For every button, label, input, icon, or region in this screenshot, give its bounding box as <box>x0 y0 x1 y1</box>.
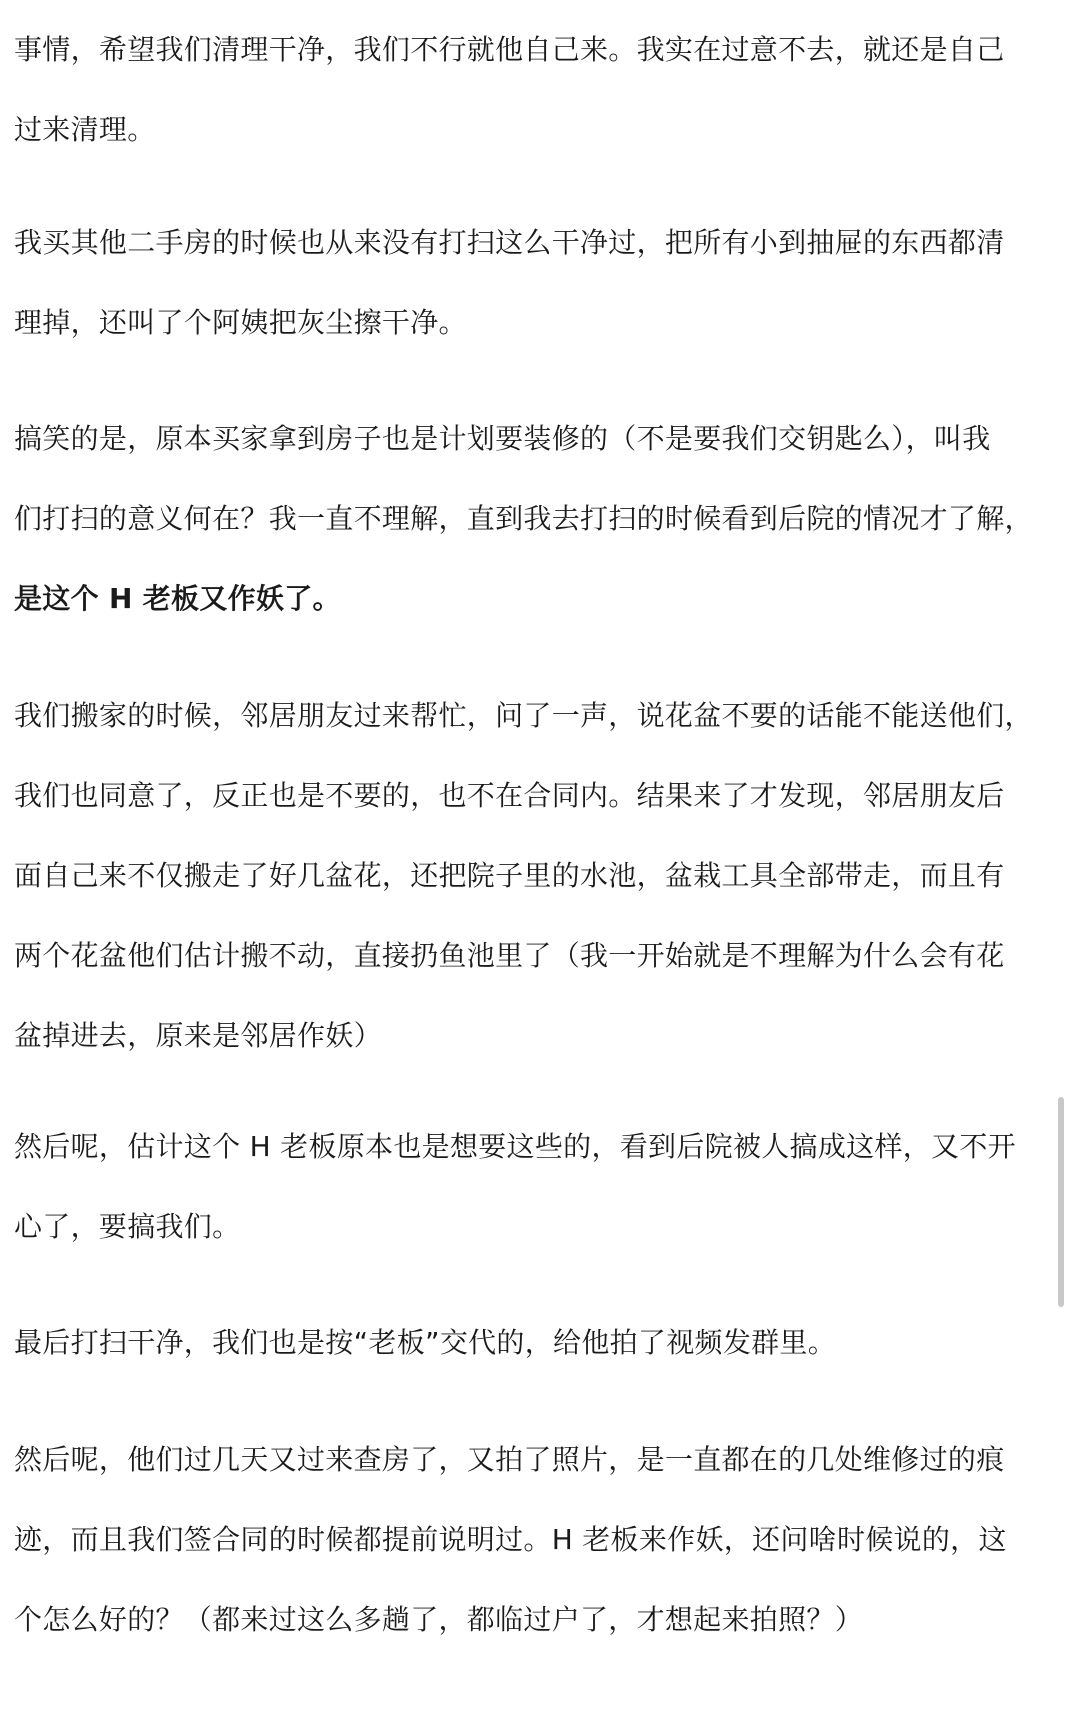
text-line: 我们搬家的时候，邻居朋友过来帮忙，问了一声，说花盆不要的话能不能送他们， <box>14 699 1033 732</box>
text-line: 过来清理。 <box>14 113 156 146</box>
text-line: 最后打扫干净，我们也是按“老板”交代的，给他拍了视频发群里。 <box>14 1326 837 1359</box>
text-line: 然后呢，他们过几天又过来查房了，又拍了照片，是一直都在的几处维修过的痕 <box>14 1443 1005 1476</box>
paragraph-2 <box>14 203 1005 363</box>
text-line: 事情，希望我们清理干净，我们不行就他自己来。我实在过意不去，就还是自己 <box>14 33 1005 66</box>
text-line: 盆掉进去，原来是邻居作妖） <box>14 1019 382 1052</box>
text-line: 面自己来不仅搬走了好几盆花，还把院子里的水池，盆栽工具全部带走，而且有 <box>14 859 1005 892</box>
text-line: 搞笑的是，原本买家拿到房子也是计划要装修的（不是要我们交钥匙么），叫我 <box>14 422 991 455</box>
text-line: 心了，要搞我们。 <box>14 1210 241 1243</box>
scrollbar-thumb[interactable] <box>1058 1097 1064 1307</box>
paragraph-5 <box>14 1107 1016 1267</box>
text-line: 理掉，还叫了个阿姨把灰尘擦干净。 <box>14 306 467 339</box>
text-line: 迹，而且我们签合同的时候都提前说明过。H 老板来作妖，还问啥时候说的，这 <box>14 1523 1007 1556</box>
paragraph-1 <box>14 10 1005 170</box>
bold-emphasis-line: 是这个 H 老板又作妖了。 <box>14 582 341 615</box>
paragraph-4 <box>14 676 1033 1076</box>
text-line: 两个花盆他们估计搬不动，直接扔鱼池里了（我一开始就是不理解为什么会有花 <box>14 939 1005 972</box>
text-line: 个怎么好的？（都来过这么多趟了，都临过户了，才想起来拍照？） <box>14 1603 864 1636</box>
paragraph-7 <box>14 1420 1007 1660</box>
text-line: 我们也同意了，反正也是不要的，也不在合同内。结果来了才发现，邻居朋友后 <box>14 779 1005 812</box>
paragraph-3 <box>14 399 1033 639</box>
text-line: 我买其他二手房的时候也从来没有打扫这么干净过，把所有小到抽屉的东西都清 <box>14 226 1005 259</box>
text-line: 然后呢，估计这个 H 老板原本也是想要这些的，看到后院被人搞成这样，又不开 <box>14 1130 1016 1163</box>
text-line: 们打扫的意义何在？我一直不理解，直到我去打扫的时候看到后院的情况才了解， <box>14 502 1033 535</box>
paragraph-6 <box>14 1303 836 1383</box>
